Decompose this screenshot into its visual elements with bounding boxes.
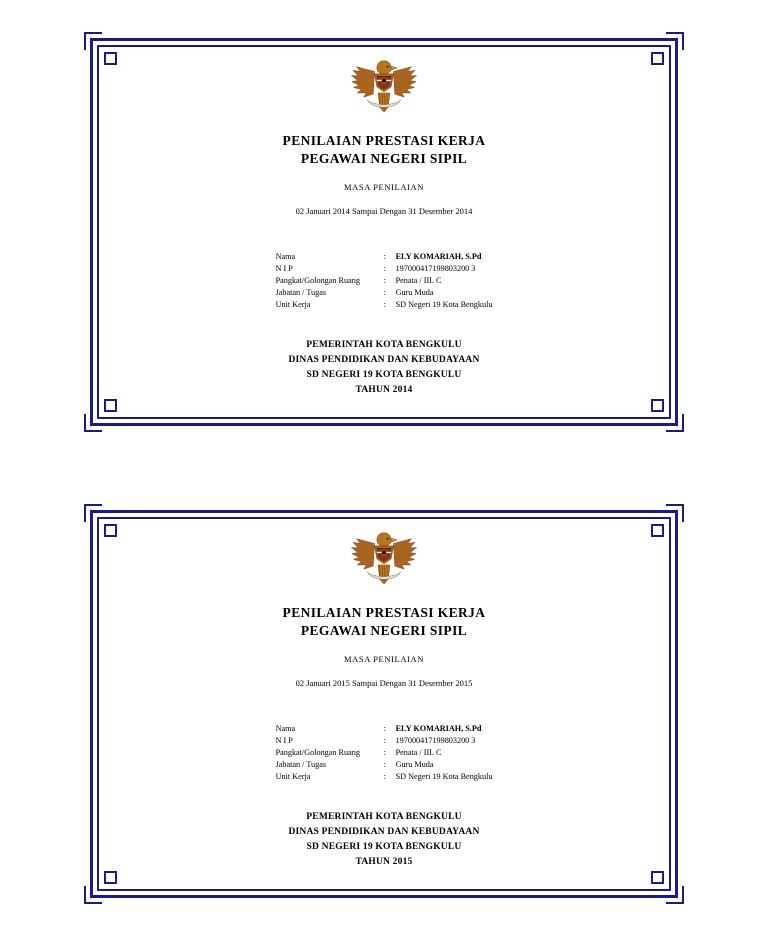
identity-sep: : — [383, 747, 386, 757]
table-row — [276, 758, 493, 770]
assessment-period-value: 02 Januari 2015 Sampai Dengan 31 Desember 2015 — [295, 678, 473, 689]
footer-line-2: DINAS PENDIDIKAN DAN KEBUDAYAAN — [288, 827, 480, 838]
identity-value-pangkat: Penata / III. C — [395, 275, 442, 285]
page-title — [283, 604, 486, 640]
identity-label-nip: N I P — [275, 735, 293, 745]
footer-line-2: DINAS PENDIDIKAN DAN KEBUDAYAAN — [288, 355, 480, 366]
identity-sep: : — [383, 263, 386, 273]
assessment-period-label: MASA PENILAIAN — [344, 182, 424, 193]
footer-line-3: SD NEGERI 19 KOTA BENGKULU — [306, 841, 462, 852]
table-row — [276, 262, 493, 274]
identity-value-unit-kerja: SD Negeri 19 Kota Bengkulu — [395, 299, 493, 309]
title-line-2: PEGAWAI NEGERI SIPIL — [300, 623, 468, 639]
corner-ornament-bottom-right — [666, 886, 684, 904]
cover-page-2015 — [84, 504, 684, 904]
identity-label-unit-kerja: Unit Kerja — [275, 771, 311, 781]
table-row — [276, 286, 493, 298]
identity-sep: : — [383, 275, 386, 285]
cover-page-2014 — [84, 32, 684, 432]
identity-block — [112, 722, 656, 782]
corner-ornament-top-right — [666, 504, 684, 522]
table-row — [276, 722, 493, 734]
identity-value-unit-kerja: SD Negeri 19 Kota Bengkulu — [395, 771, 493, 781]
identity-value-nip: 197000417199803200 3 — [395, 735, 476, 745]
identity-sep: : — [383, 299, 386, 309]
identity-sep: : — [383, 771, 386, 781]
identity-sep: : — [383, 723, 386, 733]
title-line-1: PENILAIAN PRESTASI KERJA — [282, 605, 486, 620]
identity-label-nip: N I P — [275, 263, 293, 273]
footer-line-4: TAHUN 2015 — [355, 856, 413, 867]
corner-ornament-top-right — [666, 32, 684, 50]
footer-line-1: PEMERINTAH KOTA BENGKULU — [306, 340, 462, 351]
identity-sep: : — [383, 759, 386, 769]
identity-value-nama: ELY KOMARIAH, S.Pd — [395, 723, 482, 733]
corner-ornament-top-left — [84, 32, 102, 50]
title-line-1: PENILAIAN PRESTASI KERJA — [282, 133, 486, 148]
identity-value-jabatan: Guru Muda — [395, 759, 434, 769]
identity-label-pangkat: Pangkat/Golongan Ruang — [275, 747, 360, 757]
identity-label-jabatan: Jabatan / Tugas — [275, 759, 327, 769]
table-row — [276, 274, 493, 286]
footer-line-4: TAHUN 2014 — [355, 384, 413, 395]
table-row — [276, 734, 493, 746]
page-title — [283, 132, 486, 168]
assessment-period-label: MASA PENILAIAN — [344, 654, 424, 665]
identity-label-nama: Nama — [275, 723, 296, 733]
corner-ornament-bottom-left — [84, 886, 102, 904]
identity-value-nip: 197000417199803200 3 — [395, 263, 476, 273]
table-row — [276, 298, 493, 310]
issuing-authority-block — [288, 810, 479, 869]
title-line-2: PEGAWAI NEGERI SIPIL — [300, 151, 468, 167]
identity-label-pangkat: Pangkat/Golongan Ruang — [275, 275, 360, 285]
identity-sep: : — [383, 251, 386, 261]
identity-sep: : — [383, 287, 386, 297]
identity-label-nama: Nama — [275, 251, 296, 261]
identity-table — [276, 250, 493, 310]
footer-line-1: PEMERINTAH KOTA BENGKULU — [306, 812, 462, 823]
identity-value-pangkat: Penata / III. C — [395, 747, 442, 757]
garuda-pancasila-emblem — [348, 56, 420, 118]
corner-ornament-bottom-left — [84, 414, 102, 432]
table-row — [276, 770, 493, 782]
corner-ornament-bottom-right — [666, 414, 684, 432]
identity-value-nama: ELY KOMARIAH, S.Pd — [395, 251, 482, 261]
identity-table — [276, 722, 493, 782]
table-row — [276, 746, 493, 758]
garuda-pancasila-emblem — [348, 528, 420, 590]
assessment-period-value: 02 Januari 2014 Sampai Dengan 31 Desember 2014 — [295, 206, 473, 217]
page-content — [112, 526, 656, 882]
identity-label-jabatan: Jabatan / Tugas — [275, 287, 327, 297]
table-row — [276, 250, 493, 262]
page-content — [112, 54, 656, 410]
identity-value-jabatan: Guru Muda — [395, 287, 434, 297]
identity-block — [112, 250, 656, 310]
footer-line-3: SD NEGERI 19 KOTA BENGKULU — [306, 369, 462, 380]
identity-sep: : — [383, 735, 386, 745]
issuing-authority-block — [288, 338, 479, 397]
identity-label-unit-kerja: Unit Kerja — [275, 299, 311, 309]
corner-ornament-top-left — [84, 504, 102, 522]
